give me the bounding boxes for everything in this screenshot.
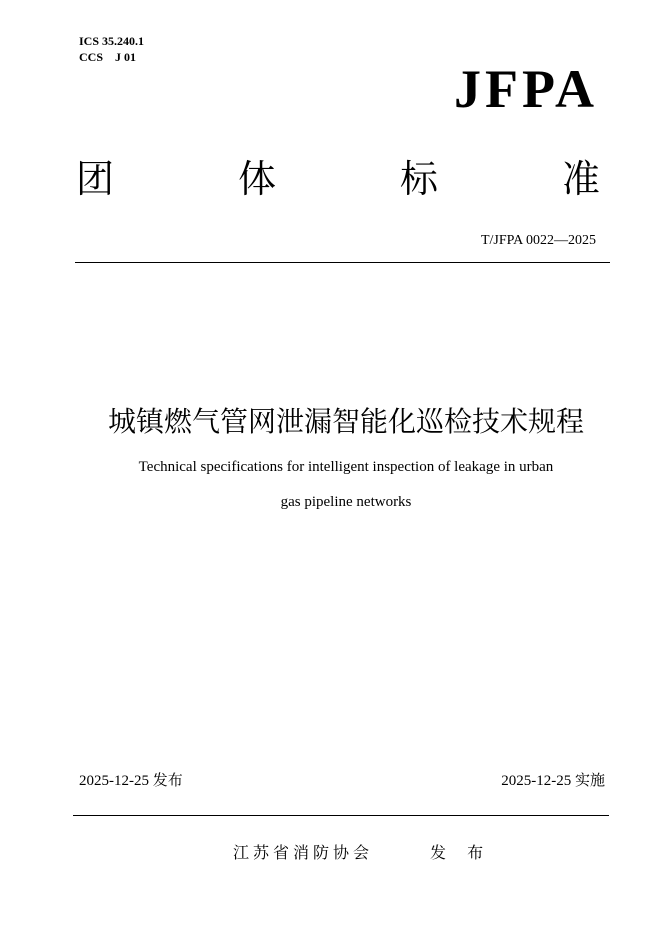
standard-type-char: 体 — [237, 157, 276, 201]
publish-label: 发 布 — [430, 843, 492, 862]
ccs-code: CCS J 01 — [79, 50, 137, 64]
english-title-line-2: gas pipeline networks — [280, 494, 412, 510]
standard-type-char: 标 — [399, 157, 438, 201]
standard-number: T/JFPA 0022—2025 — [480, 233, 596, 248]
standard-type-char: 准 — [561, 157, 600, 201]
header-divider — [75, 262, 610, 263]
implementation-date: 2025-12-25 实施 — [501, 773, 605, 789]
ics-code: ICS 35.240.1 — [79, 34, 145, 48]
publisher-name: 江苏省消防协会 — [233, 843, 374, 862]
standard-type-heading — [76, 154, 600, 204]
chinese-title: 城镇燃气管网泄漏智能化巡检技术规程 — [107, 405, 584, 438]
english-title-line-1: Technical specifications for intelligent inspection of leakage in urban — [138, 459, 554, 475]
issue-date: 2025-12-25 发布 — [79, 773, 183, 789]
footer-divider — [73, 815, 609, 816]
organization-logo: JFPA — [454, 59, 598, 119]
standard-type-char: 团 — [76, 157, 115, 201]
